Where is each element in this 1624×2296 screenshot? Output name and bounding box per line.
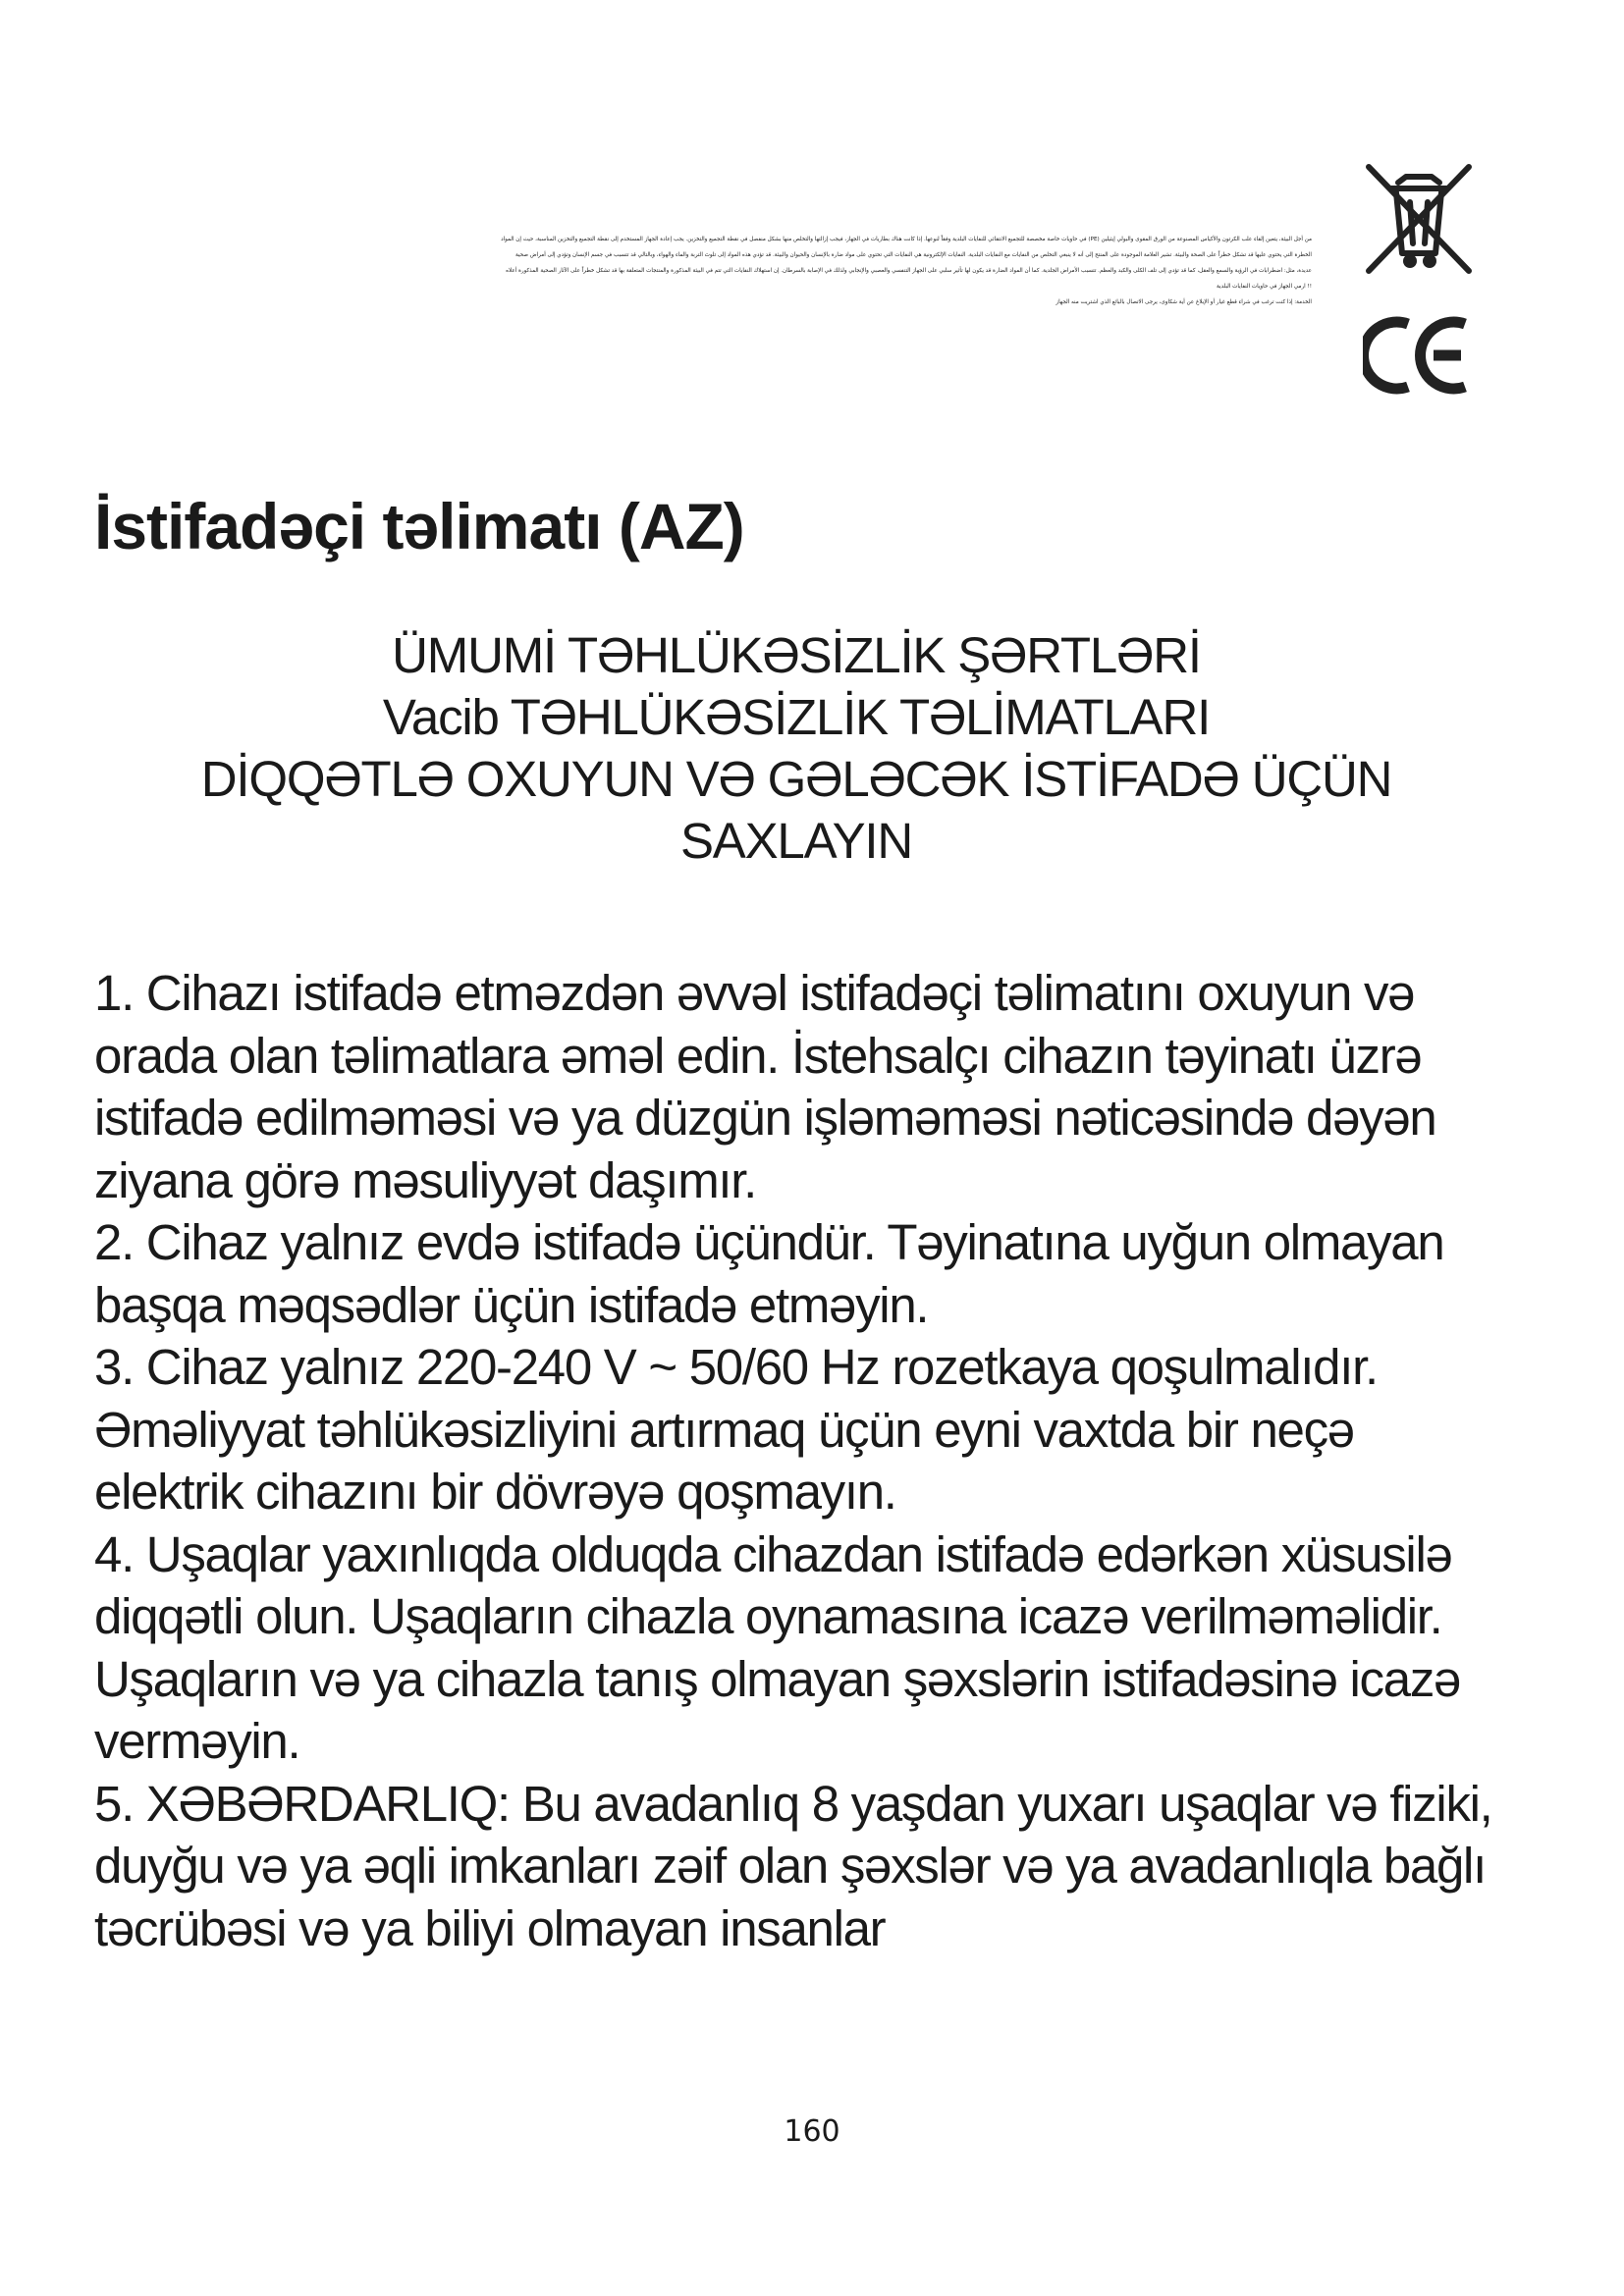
arabic-notice-line: عديدة، مثل: اضطرابات في الرؤية والسمع والعقل، كما قد تؤدي إلى تلف الكلى والكبد والعظم. تتسبب الأمراض الجلدية. كما أن المواد الضارة قد يكون لها تأثير سلبي على الجهاز التنفسي والعصبي والإنجابي ولذلك في الإصابة بالسرطان. إن استهلاك النفايات التي تتم في البيئة المذكورة والمنتجات المتعلقة بها قد تشكل خطراً على الآثار الصحية المذكورة أعلاه bbox=[506, 268, 1312, 274]
arabic-notice-line: الخدمة: إذا كنت ترغب في شراء قطع غيار أو الإبلاغ عن أية شكاوى، يرجى الاتصال بالبائع الذي اشتريت منه الجهاز bbox=[1056, 299, 1312, 305]
safety-headings bbox=[94, 624, 1498, 872]
crossed-out-wheelie-bin-icon bbox=[1361, 159, 1477, 279]
instruction-item: 1. Cihazı istifadə etməzdən əvvəl istifadəçi təlimatını oxuyun və orada olan təlimatlara əməl edin. İstehsalçı cihazın təyinatı üzrə istifadə edilməməsi və ya düzgün işləməməsi nəticəsində dəyən ziyana görə məsuliyyət daşımır. bbox=[94, 965, 1436, 1208]
heading-line: Vacib TƏHLÜKƏSİZLİK TƏLİMATLARI bbox=[382, 689, 1211, 745]
instructions-list bbox=[94, 962, 1508, 1959]
instruction-item: 5. XƏBƏRDARLIQ: Bu avadanlıq 8 yaşdan yuxarı uşaqlar və fiziki, duyğu və ya əqli imkanları zəif olan şəxslər və ya avadanlıqla bağlı təcrübəsi və ya biliyi olmayan insanlar bbox=[94, 1775, 1492, 1956]
heading-line: ÜMUMİ TƏHLÜKƏSİZLİK ŞƏRTLƏRİ bbox=[392, 627, 1201, 683]
ce-mark-icon bbox=[1363, 314, 1473, 397]
heading-line: SAXLAYIN bbox=[679, 813, 913, 869]
heading-line: DİQQƏTLƏ OXUYUN VƏ GƏLƏCƏK İSTİFADƏ ÜÇÜN bbox=[200, 751, 1392, 807]
arabic-notice-line: الخطرة التي يحتوي عليها قد تشكل خطراً على الصحة والبيئة. تشير العلامة الموجودة على المنتج إلى أنه لا ينبغي التخلص من النفايات مع النفايات البلدية. النفايات الإلكترونية هي النفايات التي تحتوي على مواد ضارة بالإنسان والحيوان والبيئة. قد تؤدي هذه المواد إلى تلوث التربة والماء والهواء، وبالتالي قد تتسبب في جسم الإنسان وتؤدي إلى أمراض صحية bbox=[515, 252, 1312, 258]
instruction-item: 2. Cihaz yalnız evdə istifadə üçündür. Təyinatına uyğun olmayan başqa məqsədlər üçün istifadə etməyin. bbox=[94, 1214, 1444, 1333]
instruction-item: 4. Uşaqlar yaxınlıqda olduqda cihazdan istifadə edərkən xüsusilə diqqətli olun. Uşaqların cihazla oynamasına icazə verilməməlidir. Uşaqların və ya cihazla tanış olmayan şəxslərin istifadəsinə icazə verməyin. bbox=[94, 1525, 1461, 1769]
instruction-item: 3. Cihaz yalnız 220-240 V ~ 50/60 Hz rozetkaya qoşulmalıdır. Əməliyyat təhlükəsizliyini artırmaq üçün eyni vaxtda bir neçə elektrik cihazını bir dövrəyə qoşmayın. bbox=[94, 1339, 1378, 1520]
page-number: 160 bbox=[784, 2114, 840, 2149]
page-title: İstifadəçi təlimatı (AZ) bbox=[94, 490, 744, 562]
arabic-notice-line: !! ارمي الجهاز في حاويات النفايات البلدية bbox=[1217, 284, 1312, 290]
arabic-disposal-notice bbox=[94, 232, 1312, 310]
arabic-notice-line: من أجل البيئة، يتعين إلقاء علب الكرتون والأكياس المصنوعة من الورق المقوى والبولي إيثيلين (PE) في حاويات خاصة مخصصة للتجميع الانتقائي للنفايات البلدية وفقاً لنوعها. إذا كانت هناك بطاريات في الجهاز، فيجب إزالتها والتخلص منها بشكل منفصل في نقطة التجميع والتخزين. يجب إعادة الجهاز المستخدم إلى نقطة التجميع والتخزين المناسبة، حيث إن المواد bbox=[501, 237, 1312, 242]
